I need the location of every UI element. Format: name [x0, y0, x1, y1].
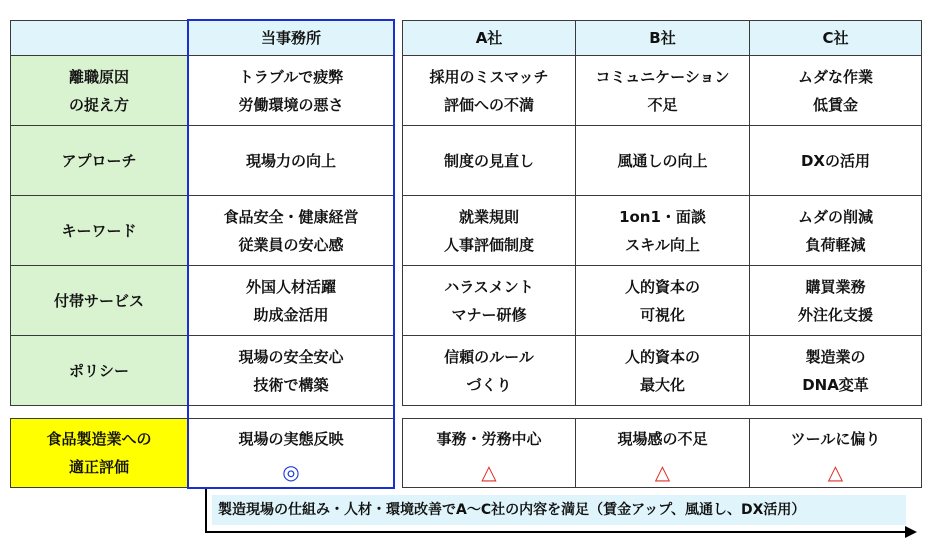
row-label-evaluation: 食品製造業への 適正評価: [10, 418, 188, 488]
conclusion-text: 製造現場の仕組み・人材・環境改善でA～C社の内容を満足（賃金アップ、風通し、DX活用）: [212, 495, 906, 525]
a-ancillary-services: ハラスメント マナー研修: [402, 265, 576, 336]
arrow-line: [205, 531, 907, 533]
b-ancillary-services: 人的資本の 可視化: [575, 265, 750, 336]
b-policy: 人的資本の 最大化: [575, 335, 750, 406]
b-keyword: 1on1・面談 スキル向上: [575, 195, 750, 266]
office-policy: 現場の安全安心 技術で構築: [187, 335, 395, 406]
a-approach: 制度の見直し: [402, 125, 576, 196]
triangle-mark: △: [827, 460, 844, 484]
triangle-mark: △: [481, 460, 497, 484]
row-label-keyword: キーワード: [10, 195, 188, 266]
header-company-b: B社: [575, 20, 750, 56]
office-turnover-cause: トラブルで疲弊 労働環境の悪さ: [187, 55, 395, 126]
office-evaluation: 現場の実態反映 ◎: [187, 418, 395, 488]
triangle-mark: △: [654, 460, 671, 484]
a-turnover-cause: 採用のミスマッチ 評価への不満: [402, 55, 576, 126]
double-circle-mark: ◎: [282, 460, 300, 484]
arrow-stem: [205, 489, 207, 533]
arrow-right-icon: [905, 526, 917, 538]
c-policy: 製造業の DNA変革: [749, 335, 922, 406]
a-keyword: 就業規則 人事評価制度: [402, 195, 576, 266]
c-keyword: ムダの削減 負荷軽減: [749, 195, 922, 266]
row-label-approach: アプローチ: [10, 125, 188, 196]
office-ancillary-services: 外国人材活躍 助成金活用: [187, 265, 395, 336]
office-approach: 現場力の向上: [187, 125, 395, 196]
header-office: 当事務所: [187, 20, 395, 56]
header-corner-cell: [10, 20, 188, 56]
a-evaluation: 事務・労務中心 △: [402, 418, 576, 488]
b-approach: 風通しの向上: [575, 125, 750, 196]
header-company-c: C社: [749, 20, 922, 56]
c-ancillary-services: 購買業務 外注化支援: [749, 265, 922, 336]
office-keyword: 食品安全・健康経営 従業員の安心感: [187, 195, 395, 266]
c-turnover-cause: ムダな作業 低賃金: [749, 55, 922, 126]
b-turnover-cause: コミュニケーション 不足: [575, 55, 750, 126]
row-label-policy: ポリシー: [10, 335, 188, 406]
row-label-turnover-cause: 離職原因 の捉え方: [10, 55, 188, 126]
c-approach: DXの活用: [749, 125, 922, 196]
header-company-a: A社: [402, 20, 576, 56]
a-policy: 信頼のルール づくり: [402, 335, 576, 406]
c-evaluation: ツールに偏り △: [749, 418, 922, 488]
row-label-ancillary-services: 付帯サービス: [10, 265, 188, 336]
b-evaluation: 現場感の不足 △: [575, 418, 750, 488]
